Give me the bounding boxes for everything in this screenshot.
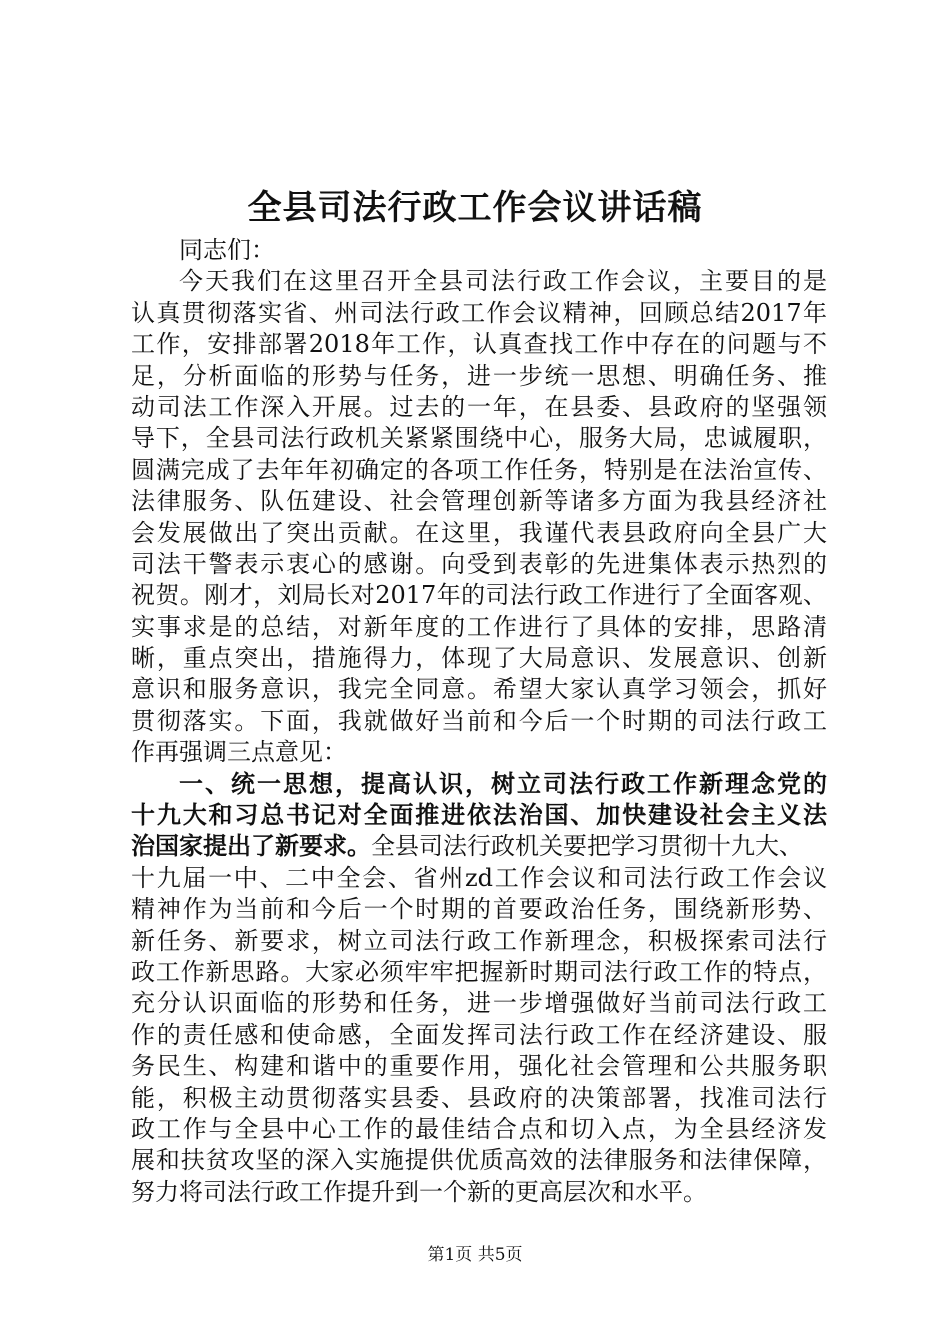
document-body — [131, 235, 827, 1208]
text-line: 法律服务、队伍建设、社会管理创新等诸多方面为我县经济社 — [131, 487, 827, 516]
text-line: 新任务、新要求，树立司法行政工作新理念，积极探索司法行 — [131, 926, 827, 955]
text-line: 政工作新思路。大家必须牢牢把握新时期司法行政工作的特点， — [131, 957, 827, 986]
text-line: 十九届一中、二中全会、省州zd工作会议和司法行政工作会议 — [131, 863, 827, 892]
text-line: 认真贯彻落实省、州司法行政工作会议精神，回顾总结2017年 — [131, 298, 827, 327]
document-title: 全县司法行政工作会议讲话稿 — [247, 188, 703, 228]
text-line: 努力将司法行政工作提升到一个新的更高层次和水平。 — [131, 1177, 707, 1206]
text-line: 晰，重点突出，措施得力，体现了大局意识、发展意识、创新 — [131, 644, 827, 673]
text-line: 祝贺。刚才，刘局长对2017年的司法行政工作进行了全面客观、 — [131, 581, 827, 610]
text-line: 贯彻落实。下面，我就做好当前和今后一个时期的司法行政工 — [131, 706, 827, 735]
text-line: 同志们： — [179, 236, 275, 264]
text-line: 作再强调三点意见： — [131, 738, 347, 767]
text-line: 作的责任感和使命感，全面发挥司法行政工作在经济建设、服 — [131, 1020, 827, 1049]
text-line: 会发展做出了突出贡献。在这里，我谨代表县政府向全县广大 — [131, 518, 827, 547]
section-heading-line: 一、统一思想，提高认识，树立司法行政工作新理念党的 — [179, 769, 827, 798]
text-line: 工作，安排部署2018年工作，认真查找工作中存在的问题与不 — [131, 330, 827, 359]
text-line: 政工作与全县中心工作的最佳结合点和切入点，为全县经济发 — [131, 1114, 827, 1143]
text-line: 意识和服务意识，我完全同意。希望大家认真学习领会，抓好 — [131, 675, 827, 704]
text-line: 展和扶贫攻坚的深入实施提供优质高效的法律服务和法律保障， — [131, 1146, 827, 1175]
section-heading-end: 治国家提出了新要求。 — [131, 832, 371, 861]
text-line: 务民生、构建和谐中的重要作用，强化社会管理和公共服务职 — [131, 1052, 827, 1081]
text-line: 能，积极主动贯彻落实县委、县政府的决策部署，找准司法行 — [131, 1083, 827, 1112]
text-line: 充分认识面临的形势和任务，进一步增强做好当前司法行政工 — [131, 989, 827, 1018]
text-line: 动司法工作深入开展。过去的一年，在县委、县政府的坚强领 — [131, 392, 827, 421]
text-line — [131, 831, 827, 862]
section-heading-line: 十九大和习总书记对全面推进依法治国、加快建设社会主义法 — [131, 801, 827, 830]
text-line: 足，分析面临的形势与任务，进一步统一思想、明确任务、推 — [131, 361, 827, 390]
text-line: 导下，全县司法行政机关紧紧围绕中心，服务大局，忠诚履职， — [131, 424, 827, 453]
page-footer: 第1页 共5页 — [427, 1245, 523, 1265]
text-line: 今天我们在这里召开全县司法行政工作会议，主要目的是 — [179, 267, 827, 296]
text-line: 圆满完成了去年年初确定的各项工作任务，特别是在法治宣传、 — [131, 455, 827, 484]
text-line: 司法干警表示衷心的感谢。向受到表彰的先进集体表示热烈的 — [131, 549, 827, 578]
text-line: 精神作为当前和今后一个时期的首要政治任务，围绕新形势、 — [131, 895, 827, 924]
text-line: 实事求是的总结，对新年度的工作进行了具体的安排，思路清 — [131, 612, 827, 641]
text-line-continuation: 全县司法行政机关要把学习贯彻十九大、 — [371, 832, 803, 861]
